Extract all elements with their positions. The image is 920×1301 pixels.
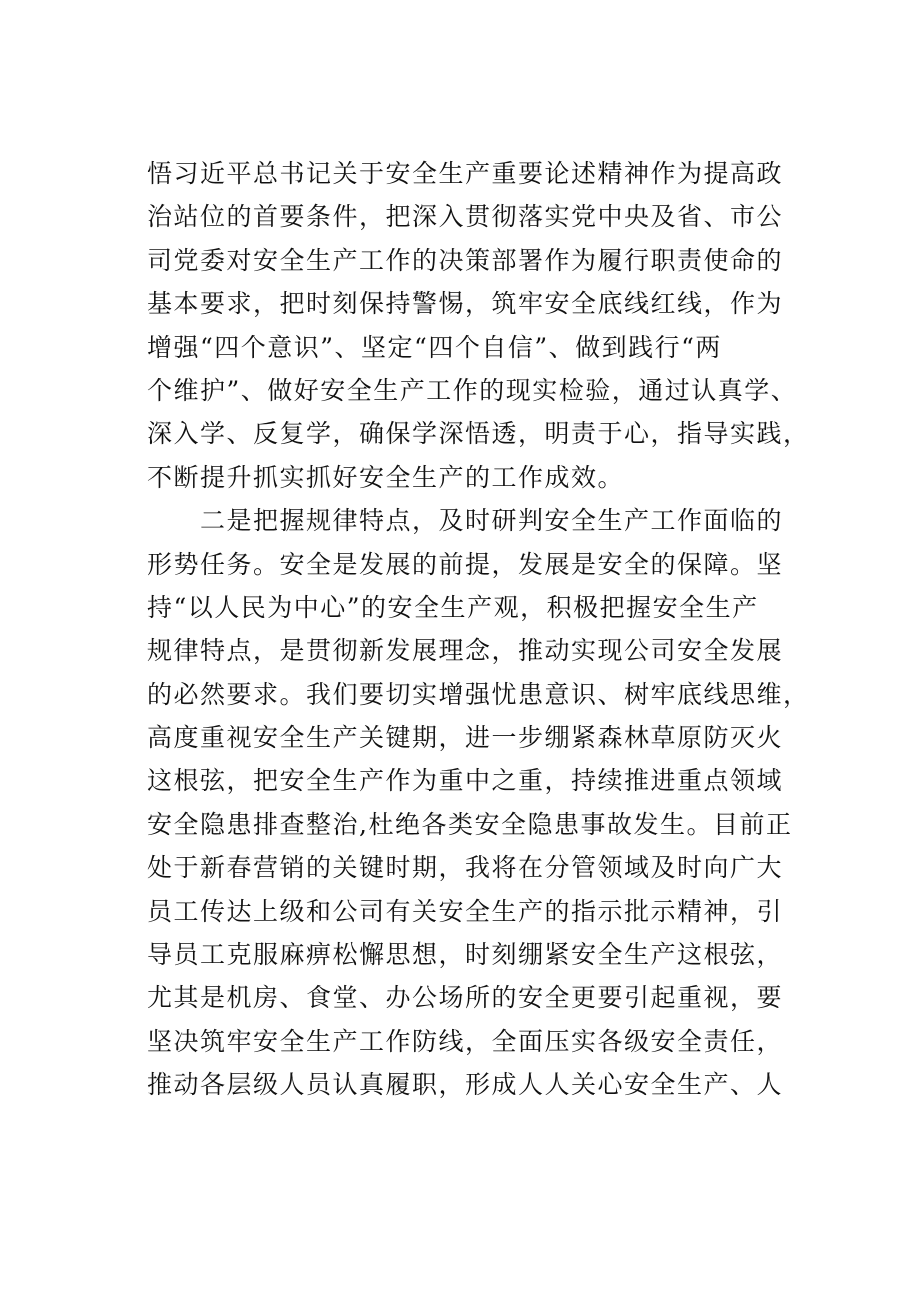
text-line: 高度重视安全生产关键期，进一步绷紧森林草原防灭火 (147, 723, 784, 753)
text-line: 安全隐患排查整治,杜绝各类安全隐患事故发生。目前正 (147, 809, 793, 839)
text-line: 处于新春营销的关键时期，我将在分管领域及时向广大 (147, 853, 784, 883)
text-line: 员工传达上级和公司有关安全生产的指示批示精神，引 (147, 896, 784, 926)
text-line: 的必然要求。我们要切实增强忧患意识、树牢底线思维， (147, 679, 810, 709)
text-line: 基本要求，把时刻保持警惕，筑牢安全底线红线，作为 (147, 289, 784, 319)
paragraph-start-line: 二是把握规律特点，及时研判安全生产工作面临的 (147, 506, 784, 536)
text-line: 持“以人民为中心”的安全生产观，积极把握安全生产 (147, 592, 759, 622)
text-line: 增强“四个意识”、坚定“四个自信”、做到践行“两 (147, 332, 722, 362)
text-line: 导员工克服麻痹松懈思想，时刻绷紧安全生产这根弦， (147, 940, 784, 970)
text-line: 规律特点，是贯彻新发展理念，推动实现公司安全发展 (147, 636, 784, 666)
text-line: 不断提升抓实抓好安全生产的工作成效。 (147, 462, 625, 492)
text-line: 尤其是机房、食堂、办公场所的安全更要引起重视，要 (147, 983, 784, 1013)
text-line: 司党委对安全生产工作的决策部署作为履行职责使命的 (147, 245, 784, 275)
text-line: 推动各层级人员认真履职，形成人人关心安全生产、人 (147, 1070, 784, 1100)
text-line: 形势任务。安全是发展的前提，发展是安全的保障。坚 (147, 549, 784, 579)
text-line: 悟习近平总书记关于安全生产重要论述精神作为提高政 (147, 159, 784, 188)
text-line: 治站位的首要条件，把深入贯彻落实党中央及省、市公 (147, 202, 784, 232)
text-line: 这根弦，把安全生产作为重中之重，持续推进重点领域 (147, 766, 784, 796)
text-line: 个维护”、做好安全生产工作的现实检验，通过认真学、 (147, 375, 798, 405)
body-text (147, 152, 810, 1107)
text-line: 深入学、反复学，确保学深悟透，明责于心，指导实践， (147, 419, 810, 449)
text-line: 坚决筑牢安全生产工作防线，全面压实各级安全责任， (147, 1026, 784, 1056)
